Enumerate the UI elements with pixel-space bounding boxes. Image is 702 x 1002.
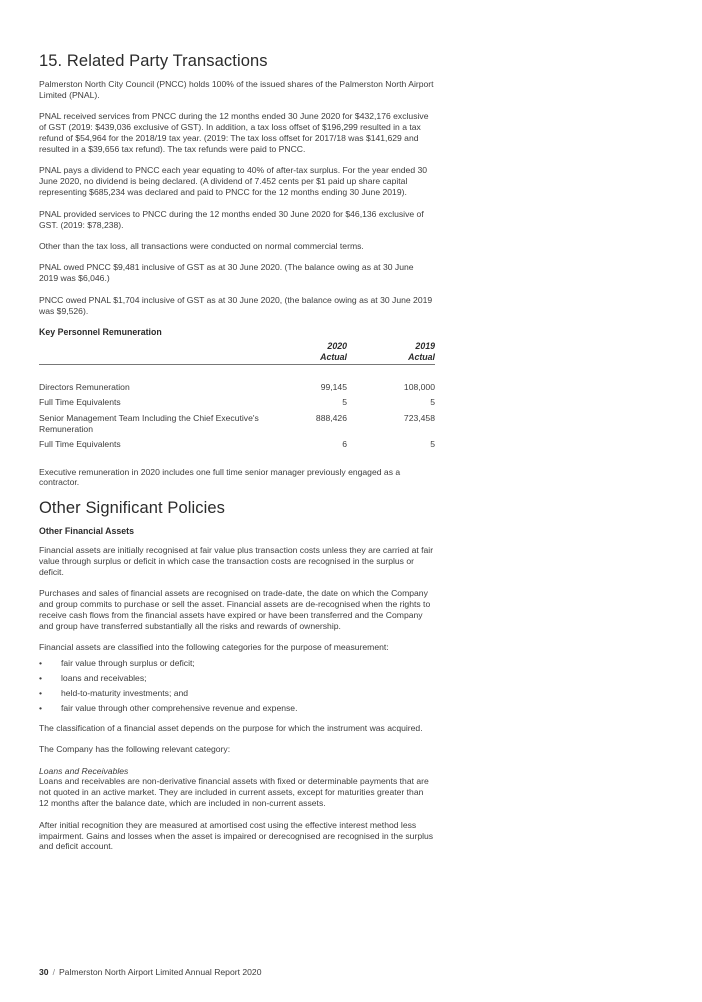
col-2019-year: 2019 — [415, 341, 435, 351]
table-row — [39, 439, 435, 454]
row-2019-value: 5 — [430, 397, 435, 408]
page-content — [39, 52, 435, 863]
kpr-title: Key Personnel Remuneration — [39, 327, 162, 337]
policy-paragraph: Loans and receivables are non-derivative financial assets with fixed or determinable payments that are not quoted in an active market. They are included in current assets, except for maturities greater than 12 months after the balance date, which are included in non-current assets. — [39, 776, 429, 809]
remuneration-table — [39, 341, 435, 455]
rpt-paragraph: Palmerston North City Council (PNCC) holds 100% of the issued shares of the Palmerston North Airport Limited (PNAL). — [39, 79, 434, 100]
col-2020-label: Actual — [259, 352, 347, 365]
row-2020-value: 6 — [342, 439, 347, 450]
loans-heading: Loans and Receivables — [39, 765, 129, 776]
policy-paragraph: The classification of a financial asset depends on the purpose for which the instrument was acquired. — [39, 722, 423, 733]
financial-assets-subtitle: Other Financial Assets — [39, 525, 135, 536]
policy-paragraph: Financial assets are initially recognised at fair value plus transaction costs unless they are carried at fair value through surplus or deficit in which case the transaction costs are recognised in the surplus or deficit. — [39, 544, 434, 577]
policy-paragraph: Financial assets are classified into the following categories for the purpose of measurement: — [39, 642, 389, 653]
rpt-paragraph: PNAL pays a dividend to PNCC each year equating to 40% of after-tax surplus. For the year ended 30 June 2020, no dividend is being declared. (A dividend of 7.452 cents per $1 paid up share capital representing $685,234 was declared and paid to PNCC for the 12 months ending 30 June 2019). — [39, 165, 428, 198]
rpt-paragraph: Other than the tax loss, all transactions were conducted on normal commercial terms. — [39, 240, 364, 251]
policies-title: Other Significant Policies — [39, 498, 226, 517]
kpr-note: Executive remuneration in 2020 includes one full time senior manager previously engaged as a contractor. — [39, 466, 401, 488]
row-label: Senior Management Team Including the Chief Executive's Remuneration — [39, 412, 259, 434]
row-label: Full Time Equivalents — [39, 397, 121, 408]
table-row — [39, 397, 435, 412]
bullet-icon: • — [39, 673, 43, 683]
policy-paragraph: After initial recognition they are measured at amortised cost using the effective interest method less impairment. Gains and losses when the asset is impaired or derecognised are recognised in the surplus and deficit account. — [39, 819, 434, 852]
table-row — [39, 382, 435, 397]
policy-paragraph: The Company has the following relevant category: — [39, 744, 231, 755]
rpt-paragraph: PNCC owed PNAL $1,704 inclusive of GST as at 30 June 2020, (the balance owing as at 30 June 2019 was $9,526). — [39, 294, 433, 316]
bullet-icon: • — [39, 658, 43, 669]
table-row — [39, 413, 435, 439]
col-2020-year: 2020 — [327, 341, 347, 351]
category-list — [39, 658, 435, 714]
footer-separator: / — [52, 967, 55, 977]
col-2019-label: Actual — [347, 352, 435, 365]
list-item: • fair value through surplus or deficit; — [39, 658, 195, 669]
list-item: • loans and receivables; — [39, 673, 147, 683]
row-2020-value: 5 — [342, 397, 347, 408]
row-2020-value: 888,426 — [315, 412, 347, 423]
bullet-icon: • — [39, 687, 43, 698]
report-title: Palmerston North Airport Limited Annual Report 2020 — [58, 967, 262, 977]
row-label: Full Time Equivalents — [39, 439, 121, 450]
list-item: • held-to-maturity investments; and — [39, 687, 189, 698]
list-item: • fair value through other comprehensive revenue and expense. — [39, 702, 298, 713]
row-label: Directors Remuneration — [39, 382, 130, 392]
policy-paragraph: Purchases and sales of financial assets are recognised on trade-date, the date on which the Company and group commits to purchase or sell the asset. Financial assets are de-recognised when the rights to receive cash flows from the financial assets have expired or have been transferred and the Company and group have transferred substantially all the risks and rewards of ownership. — [39, 588, 431, 631]
rpt-paragraph: PNAL provided services to PNCC during the 12 months ended 30 June 2020 for $46,136 exclusive of GST. (2019: $78,238). — [39, 208, 424, 230]
page-number: 30 — [39, 967, 49, 977]
row-2019-value: 108,000 — [403, 382, 435, 392]
row-2020-value: 99,145 — [320, 382, 347, 392]
rpt-paragraph: PNAL received services from PNCC during the 12 months ended 30 June 2020 for $432,176 exclusive of GST (2019: $439,036 exclusive of GST). In addition, a tax loss offset of $196,299 resulted in a tax refund of $54,964 for the 2018/19 tax year. (2019: The tax loss offset for 2017/18 was $141,629 and resulted in a $39,656 tax refund). The tax refunds were paid to PNCC. — [39, 111, 429, 155]
section-15-title: 15. Related Party Transactions — [39, 52, 268, 70]
row-2019-value: 723,458 — [403, 412, 435, 423]
bullet-icon: • — [39, 702, 43, 713]
page-footer — [39, 967, 262, 977]
row-2019-value: 5 — [430, 439, 435, 450]
rpt-paragraph: PNAL owed PNCC $9,481 inclusive of GST as at 30 June 2020. (The balance owing as at 30 June 2019 was $6,046.) — [39, 262, 414, 284]
